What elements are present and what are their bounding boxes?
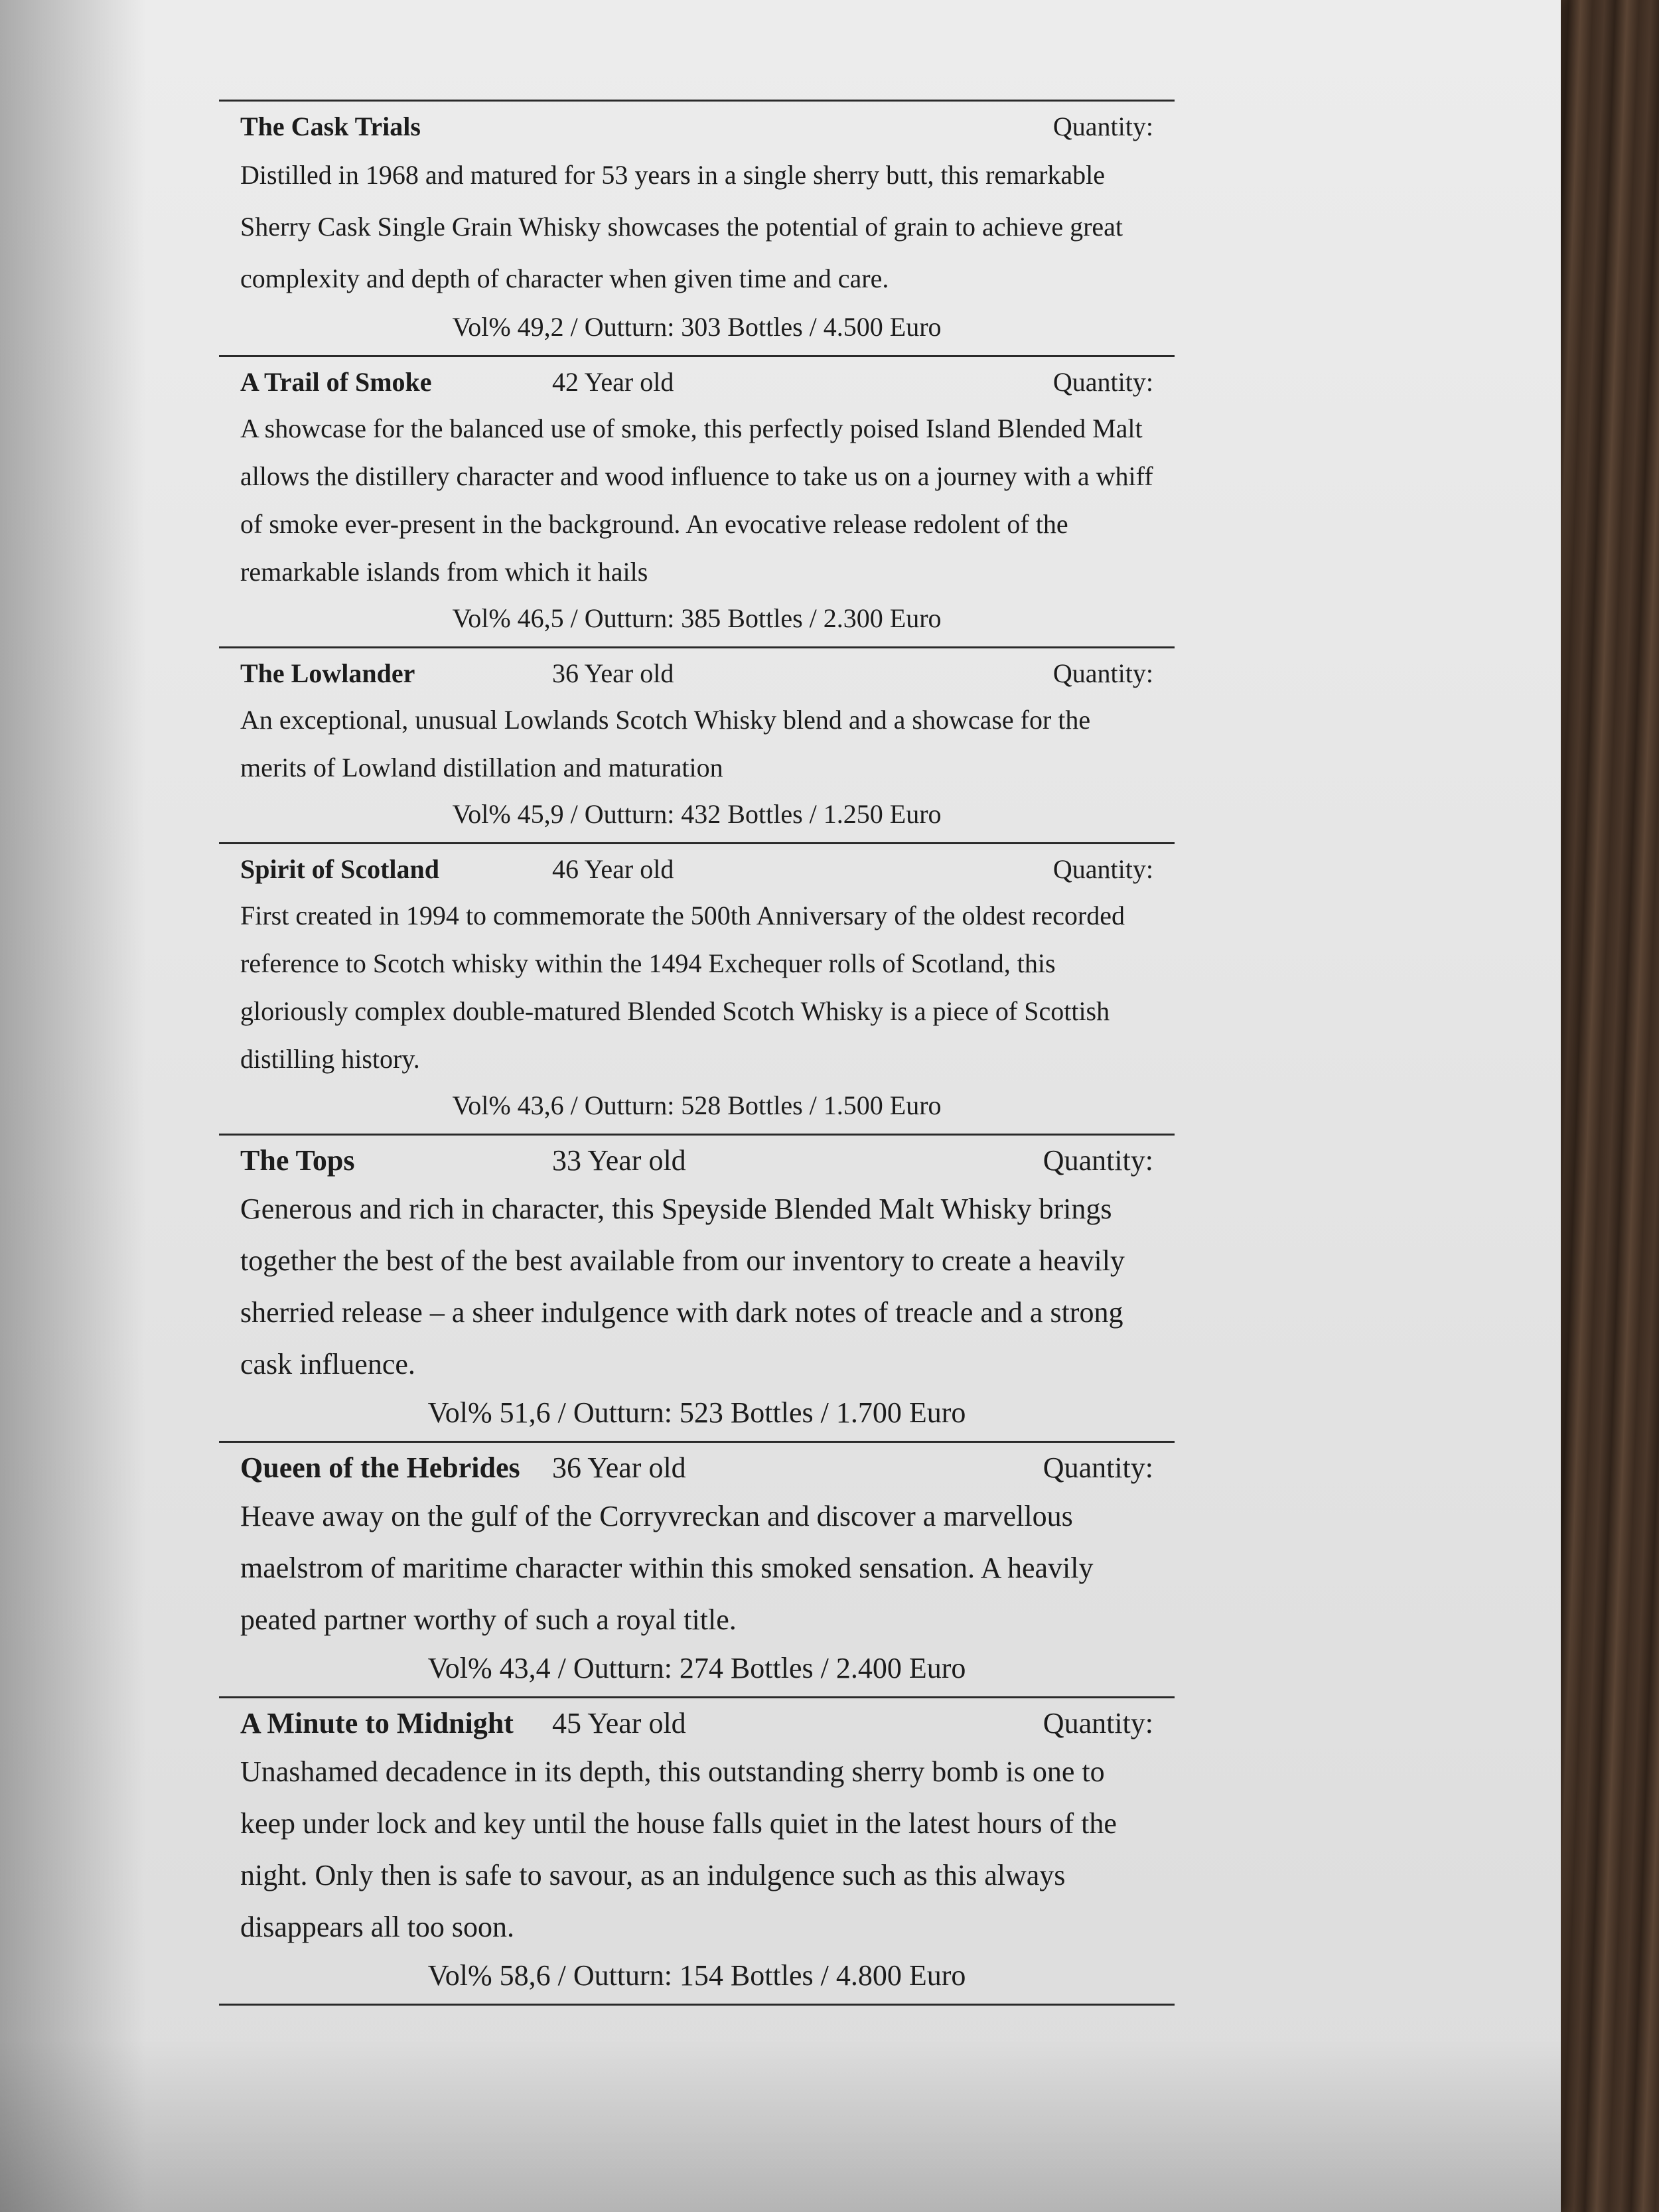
whisky-name: The Tops <box>240 1144 355 1177</box>
whisky-age: 46 Year old <box>552 854 674 884</box>
entry-header <box>240 655 1153 692</box>
whisky-description: An exceptional, unusual Lowlands Scotch Whisky blend and a showcase for the merits of Lowland distillation and maturation <box>240 705 1091 782</box>
whisky-description: Generous and rich in character, this Speyside Blended Malt Whisky brings together the best of the best available from our inventory to create a heavily sherried release – a sheer indulgence with dark notes of treacle and a strong cask influence. <box>240 1193 1125 1380</box>
whisky-entry <box>226 102 1168 355</box>
whisky-name: A Minute to Midnight <box>240 1707 514 1739</box>
whisky-age: 42 Year old <box>552 367 674 397</box>
whisky-details: Vol% 58,6 / Outturn: 154 Bottles / 4.800 Euro <box>427 1959 966 1992</box>
entry-header <box>240 364 1153 401</box>
quantity-label: Quantity: <box>1052 367 1153 397</box>
entry-header <box>240 1449 1153 1487</box>
whisky-description: Unashamed decadence in its depth, this outstanding sherry bomb is one to keep under lock and key until the house falls quiet in the latest hours of the night. Only then is safe to savour, as an indulgence such as this always disappears all too soon. <box>240 1755 1117 1943</box>
whisky-details: Vol% 43,4 / Outturn: 274 Bottles / 2.400 Euro <box>427 1652 966 1684</box>
whisky-entry <box>226 1136 1168 1441</box>
whisky-description: Distilled in 1968 and matured for 53 years in a single sherry butt, this remarkable Sherry Cask Single Grain Whisky showcases the potential of grain to achieve great complexity and depth of character when given time and care. <box>240 160 1123 293</box>
divider-line <box>219 2004 1175 2006</box>
entry-header <box>240 108 1153 145</box>
whisky-details: Vol% 45,9 / Outturn: 432 Bottles / 1.250 Euro <box>452 799 942 829</box>
quantity-label: Quantity: <box>1052 111 1153 141</box>
whisky-description: First created in 1994 to commemorate the 500th Anniversary of the oldest recorded reference to Scotch whisky within the 1494 Exchequer rolls of Scotland, this gloriously complex double-matured Blended Scotch Whisky is a piece of Scottish distilling history. <box>240 901 1125 1074</box>
quantity-label: Quantity: <box>1043 1707 1153 1739</box>
whisky-age: 45 Year old <box>552 1707 686 1739</box>
whisky-name: A Trail of Smoke <box>240 367 432 397</box>
whisky-age: 36 Year old <box>552 1451 686 1484</box>
whisky-list <box>226 100 1168 2006</box>
quantity-label: Quantity: <box>1052 658 1153 688</box>
whisky-name: The Cask Trials <box>240 111 421 141</box>
whisky-details: Vol% 43,6 / Outturn: 528 Bottles / 1.500 Euro <box>452 1090 942 1120</box>
entry-header <box>240 1705 1153 1742</box>
whisky-entry <box>226 1443 1168 1696</box>
whisky-name: Queen of the Hebrides <box>240 1451 520 1484</box>
whisky-age: 36 Year old <box>552 658 674 688</box>
whisky-name: The Lowlander <box>240 658 415 688</box>
entry-header <box>240 851 1153 888</box>
whisky-details: Vol% 49,2 / Outturn: 303 Bottles / 4.500 Euro <box>452 312 942 342</box>
whisky-entry <box>226 1698 1168 2004</box>
quantity-label: Quantity: <box>1052 854 1153 884</box>
whisky-entry <box>226 648 1168 842</box>
entry-header <box>240 1142 1153 1179</box>
quantity-label: Quantity: <box>1043 1451 1153 1484</box>
whisky-details: Vol% 51,6 / Outturn: 523 Bottles / 1.700 Euro <box>427 1396 966 1429</box>
whisky-details: Vol% 46,5 / Outturn: 385 Bottles / 2.300 Euro <box>452 603 942 633</box>
whisky-description: A showcase for the balanced use of smoke, this perfectly poised Island Blended Malt allows the distillery character and wood influence to take us on a journey with a whiff of smoke ever-present in the background. An evocative release redolent of the remarkable islands from which it hails <box>240 413 1153 587</box>
whisky-entry <box>226 844 1168 1134</box>
whisky-description: Heave away on the gulf of the Corryvreckan and discover a marvellous maelstrom of maritime character within this smoked sensation. A heavily peated partner worthy of such a royal title. <box>240 1500 1094 1636</box>
whisky-name: Spirit of Scotland <box>240 854 440 884</box>
whisky-entry <box>226 357 1168 646</box>
quantity-label: Quantity: <box>1043 1144 1153 1177</box>
whisky-age: 33 Year old <box>552 1144 686 1177</box>
